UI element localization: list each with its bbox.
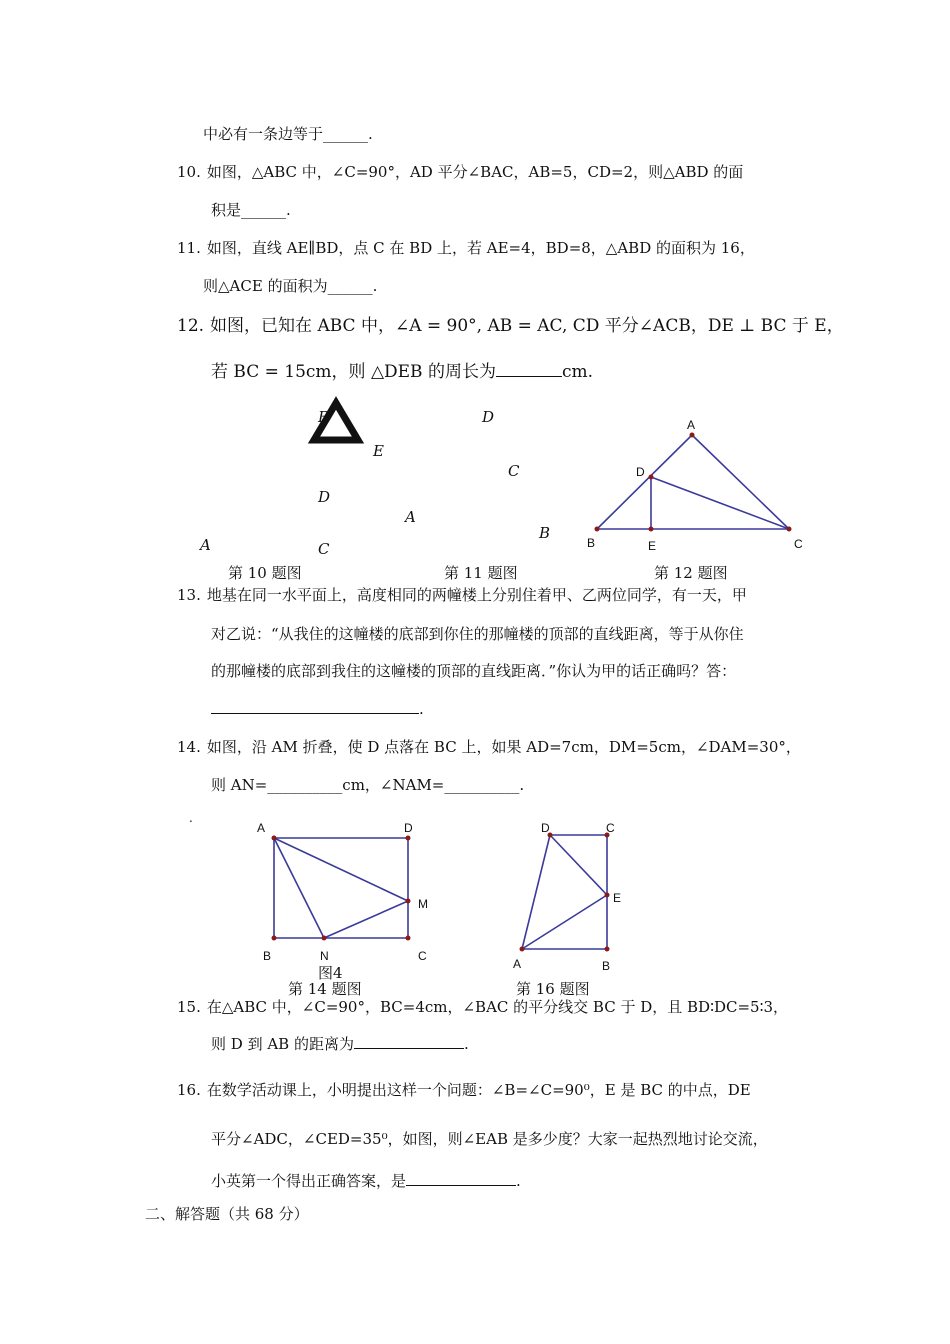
fig16-label-A: A	[513, 957, 522, 971]
fig14-label-M: M	[418, 897, 428, 911]
fig16-lines	[522, 835, 607, 949]
q9-tail: 中必有一条边等于______.	[203, 125, 373, 143]
section-2-heading: 二、解答题（共 68 分）	[145, 1205, 309, 1223]
fig14-label-D: D	[404, 821, 413, 835]
fig10-label-C: C	[318, 540, 330, 558]
fig12-label-C: C	[794, 537, 803, 551]
fig10-label-E: E	[373, 442, 384, 460]
q16-line2: 平分∠ADC，∠CED=35⁰，如图，则∠EAB 是多少度？大家一起热烈地讨论交流，	[211, 1130, 768, 1148]
q11-line1: 11. 如图，直线 AE∥BD，点 C 在 BD 上，若 AE=4，BD=8，△ABD 的面积为 16，	[177, 239, 755, 257]
stray-dot: .	[189, 811, 193, 825]
fig14-lines	[274, 838, 408, 938]
fig14-caption: 第 14 题图	[288, 980, 362, 998]
fig14-label-N: N	[320, 949, 329, 963]
fig14-label-C: C	[418, 949, 427, 963]
fig10-caption: 第 10 题图	[228, 564, 302, 582]
fig16-label-E: E	[613, 891, 622, 905]
fig11-label-D: D	[482, 408, 495, 426]
fig16-label-D: D	[541, 821, 550, 835]
q13-line2: 对乙说：“从我住的这幢楼的底部到你住的那幢楼的顶部的直线距离，等于从你住	[211, 625, 744, 643]
q12-line1: 12. 如图，已知在 ABC 中，∠A = 90°, AB = AC, CD 平分∠ACB，DE ⊥ BC 于 E，	[177, 316, 844, 336]
q15-line1: 15. 在△ABC 中，∠C=90°，BC=4cm，∠BAC 的平分线交 BC 于 D，且 BD∶DC=5∶3，	[177, 998, 789, 1016]
q14-line1: 14. 如图，沿 AM 折叠，使 D 点落在 BC 上，如果 AD=7cm，DM=5cm，∠DAM=30°，	[177, 738, 801, 756]
q12-line2: 若 BC = 15cm，则 △DEB 的周长为 cm.	[211, 362, 594, 382]
fig14-point-M	[406, 899, 411, 904]
fig14-sublabel: 图4	[318, 964, 343, 982]
fig10-label-D: D	[318, 488, 331, 506]
fig16-label-C: C	[606, 821, 615, 835]
fig16-point-E	[605, 893, 610, 898]
q16-line3: 小英第一个得出正确答案，是 .	[211, 1172, 521, 1190]
q10-line2: 积是______.	[211, 201, 291, 219]
fig10-label-A: A	[200, 536, 211, 554]
fig12-caption: 第 12 题图	[654, 564, 728, 582]
q15-line2: 则 D 到 AB 的距离为 .	[211, 1035, 469, 1053]
q11-line2: 则△ACE 的面积为______.	[203, 277, 378, 295]
q13-line1: 13. 地基在同一水平面上，高度相同的两幢楼上分别住着甲、乙两位同学，有一天，甲	[177, 586, 747, 604]
fig11-label-A: A	[405, 508, 416, 526]
fig11-caption: 第 11 题图	[444, 564, 518, 582]
fig14-point-N	[322, 936, 327, 941]
q10-line1: 10. 如图，△ABC 中，∠C=90°，AD 平分∠BAC，AB=5，CD=2，则△ABD 的面	[177, 163, 744, 181]
answer-blank	[354, 1034, 464, 1049]
fig16-label-B: B	[602, 959, 611, 973]
fig14-point-A	[272, 836, 277, 841]
fig12-label-E: E	[648, 539, 657, 553]
q13-line3: 的那幢楼的底部到我住的这幢楼的顶部的直线距离．”你认为甲的话正确吗？答：	[211, 662, 737, 680]
fig16-point-B	[605, 947, 610, 952]
fig14-point-D	[406, 836, 411, 841]
answer-blank	[406, 1171, 516, 1186]
fig16-point-A	[520, 947, 525, 952]
fig14-label-A: A	[257, 821, 266, 835]
q16-line1: 16. 在数学活动课上，小明提出这样一个问题：∠B=∠C=90⁰，E 是 BC 的中点，DE	[177, 1081, 751, 1099]
fig14-point-B	[272, 936, 277, 941]
q14-line2: 则 AN=__________cm，∠NAM=__________.	[211, 776, 525, 794]
fig16-caption: 第 16 题图	[516, 980, 590, 998]
fig11-label-B: B	[539, 524, 551, 542]
fig12-label-D: D	[636, 465, 645, 479]
fig11-label-C: C	[508, 462, 520, 480]
q13-line4: .	[211, 699, 424, 719]
fig14-label-B: B	[263, 949, 272, 963]
fig12-label-A: A	[687, 418, 696, 432]
fig12-label-B: B	[587, 536, 596, 550]
fig10-label-B: B	[318, 408, 330, 426]
fig14-point-C	[406, 936, 411, 941]
